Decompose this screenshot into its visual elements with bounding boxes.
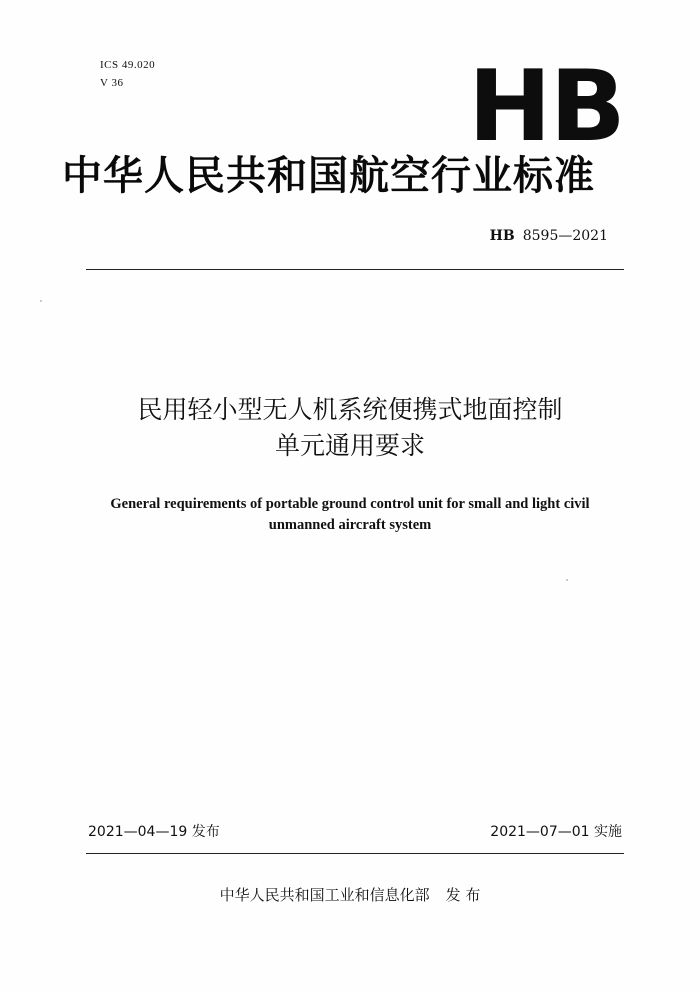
document-title-cn-line2: 单元通用要求	[274, 431, 425, 460]
ics-code: ICS 49.020	[100, 59, 156, 71]
scan-speck	[566, 579, 568, 581]
document-title-cn-line1: 民用轻小型无人机系统便携式地面控制	[137, 395, 563, 424]
document-title-en-line2: unmanned aircraft system	[268, 517, 432, 533]
document-title-en-line1: General requirements of portable ground control unit for small and light civil	[110, 496, 590, 512]
publisher-line	[0, 884, 700, 906]
standard-number	[490, 226, 608, 246]
document-title-en	[0, 494, 700, 536]
publisher-name: 中华人民共和国工业和信息化部	[219, 886, 430, 904]
classification-codes	[100, 56, 155, 92]
hb-logo: HB	[468, 50, 624, 164]
document-title-cn	[0, 392, 700, 464]
top-divider	[86, 269, 624, 270]
standard-number-prefix: HB	[489, 228, 515, 244]
standard-number-value: 8595—2021	[522, 228, 608, 244]
standard-category-title: 中华人民共和国航空行业标准	[62, 153, 595, 199]
effective-date: 2021—07—01 实施	[490, 824, 622, 840]
scan-speck	[40, 300, 42, 302]
ccs-code: V 36	[100, 77, 124, 89]
publisher-action: 发 布	[445, 886, 481, 904]
bottom-divider	[86, 853, 624, 854]
issue-date: 2021—04—19 发布	[88, 824, 220, 840]
